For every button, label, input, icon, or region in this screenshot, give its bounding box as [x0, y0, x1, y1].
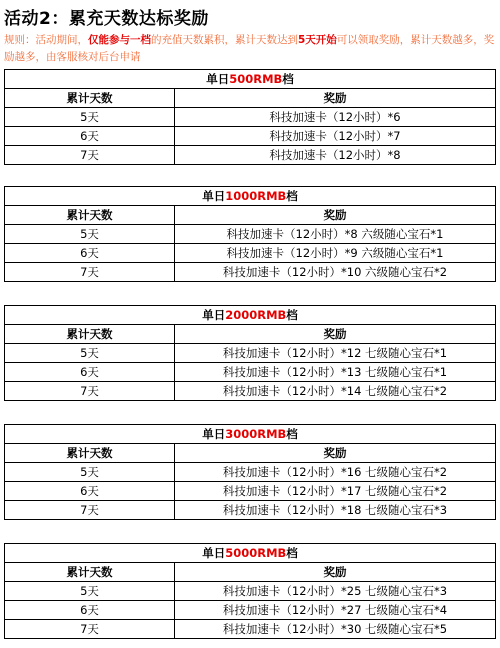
table-row [5, 127, 496, 146]
reward-cell: 科技加速卡（12小时）*7 [175, 127, 496, 146]
tier-amount: 500RMB [229, 71, 283, 86]
column-header-reward: 奖励 [175, 444, 496, 463]
tier-label-suffix: 档 [282, 71, 294, 86]
days-cell: 6天 [5, 601, 175, 620]
column-header-reward: 奖励 [175, 563, 496, 582]
reward-cell: 科技加速卡（12小时）*10 六级随心宝石*2 [175, 263, 496, 282]
reward-cell: 科技加速卡（12小时）*14 七级随心宝石*2 [175, 382, 496, 401]
days-cell: 7天 [5, 263, 175, 282]
reward-cell: 科技加速卡（12小时）*6 [175, 108, 496, 127]
table-row [5, 146, 496, 165]
days-cell: 5天 [5, 225, 175, 244]
table-row [5, 244, 496, 263]
days-cell: 5天 [5, 463, 175, 482]
days-cell: 6天 [5, 482, 175, 501]
table-row [5, 225, 496, 244]
reward-cell: 科技加速卡（12小时）*18 七级随心宝石*3 [175, 501, 496, 520]
tier-amount: 5000RMB [225, 545, 287, 560]
reward-cell: 科技加速卡（12小时）*30 七级随心宝石*5 [175, 620, 496, 639]
days-cell: 7天 [5, 501, 175, 520]
column-header-days: 累计天数 [5, 563, 175, 582]
table-row [5, 620, 496, 639]
tier-table-5000 [4, 543, 495, 639]
rule-suffix: 可以领取奖励，累计天数越多，奖励越多，由客服核对后台申请 [4, 34, 495, 63]
days-cell: 6天 [5, 363, 175, 382]
column-header-days: 累计天数 [5, 444, 175, 463]
days-cell: 5天 [5, 344, 175, 363]
reward-cell: 科技加速卡（12小时）*8 [175, 146, 496, 165]
tier-label-suffix: 档 [286, 426, 298, 441]
reward-cell: 科技加速卡（12小时）*9 六级随心宝石*1 [175, 244, 496, 263]
rule-text [4, 32, 496, 66]
days-cell: 7天 [5, 146, 175, 165]
tier-table-1000 [4, 186, 495, 282]
tier-table-3000 [4, 424, 495, 520]
rule-mid: 的充值天数累积，累计天数达到 [151, 34, 298, 46]
tier-amount: 3000RMB [225, 426, 287, 441]
column-header-reward: 奖励 [175, 89, 496, 108]
tier-label-prefix: 单日 [202, 307, 226, 322]
column-header-days: 累计天数 [5, 325, 175, 344]
days-cell: 7天 [5, 382, 175, 401]
days-cell: 5天 [5, 108, 175, 127]
days-cell: 6天 [5, 127, 175, 146]
tier-label-prefix: 单日 [206, 71, 230, 86]
table-row [5, 501, 496, 520]
tier-label-suffix: 档 [286, 545, 298, 560]
table-row [5, 482, 496, 501]
tier-header [5, 306, 496, 325]
tier-header [5, 425, 496, 444]
table-row [5, 463, 496, 482]
rule-highlight-one-tier: 仅能参与一档 [88, 34, 151, 46]
table-row [5, 582, 496, 601]
rule-prefix: 规则：活动期间， [4, 34, 88, 46]
reward-cell: 科技加速卡（12小时）*12 七级随心宝石*1 [175, 344, 496, 363]
tier-amount: 1000RMB [225, 188, 287, 203]
column-header-reward: 奖励 [175, 325, 496, 344]
tier-label-suffix: 档 [286, 188, 298, 203]
reward-cell: 科技加速卡（12小时）*13 七级随心宝石*1 [175, 363, 496, 382]
table-row [5, 263, 496, 282]
reward-cell: 科技加速卡（12小时）*8 六级随心宝石*1 [175, 225, 496, 244]
tier-label-prefix: 单日 [202, 426, 226, 441]
days-cell: 7天 [5, 620, 175, 639]
reward-cell: 科技加速卡（12小时）*25 七级随心宝石*3 [175, 582, 496, 601]
table-row [5, 108, 496, 127]
tier-amount: 2000RMB [225, 307, 287, 322]
column-header-days: 累计天数 [5, 206, 175, 225]
table-row [5, 601, 496, 620]
table-row [5, 363, 496, 382]
reward-cell: 科技加速卡（12小时）*27 七级随心宝石*4 [175, 601, 496, 620]
tier-header [5, 70, 496, 89]
table-row [5, 382, 496, 401]
tier-label-prefix: 单日 [202, 545, 226, 560]
column-header-reward: 奖励 [175, 206, 496, 225]
reward-cell: 科技加速卡（12小时）*16 七级随心宝石*2 [175, 463, 496, 482]
reward-cell: 科技加速卡（12小时）*17 七级随心宝石*2 [175, 482, 496, 501]
tier-header [5, 544, 496, 563]
days-cell: 6天 [5, 244, 175, 263]
tier-table-500 [4, 69, 495, 165]
rule-highlight-five-days: 5天开始 [298, 34, 337, 46]
tier-label-prefix: 单日 [202, 188, 226, 203]
table-row [5, 344, 496, 363]
days-cell: 5天 [5, 582, 175, 601]
tier-table-2000 [4, 305, 495, 401]
page-title: 活动2：累充天数达标奖励 [4, 9, 209, 29]
tier-header [5, 187, 496, 206]
tier-label-suffix: 档 [286, 307, 298, 322]
column-header-days: 累计天数 [5, 89, 175, 108]
